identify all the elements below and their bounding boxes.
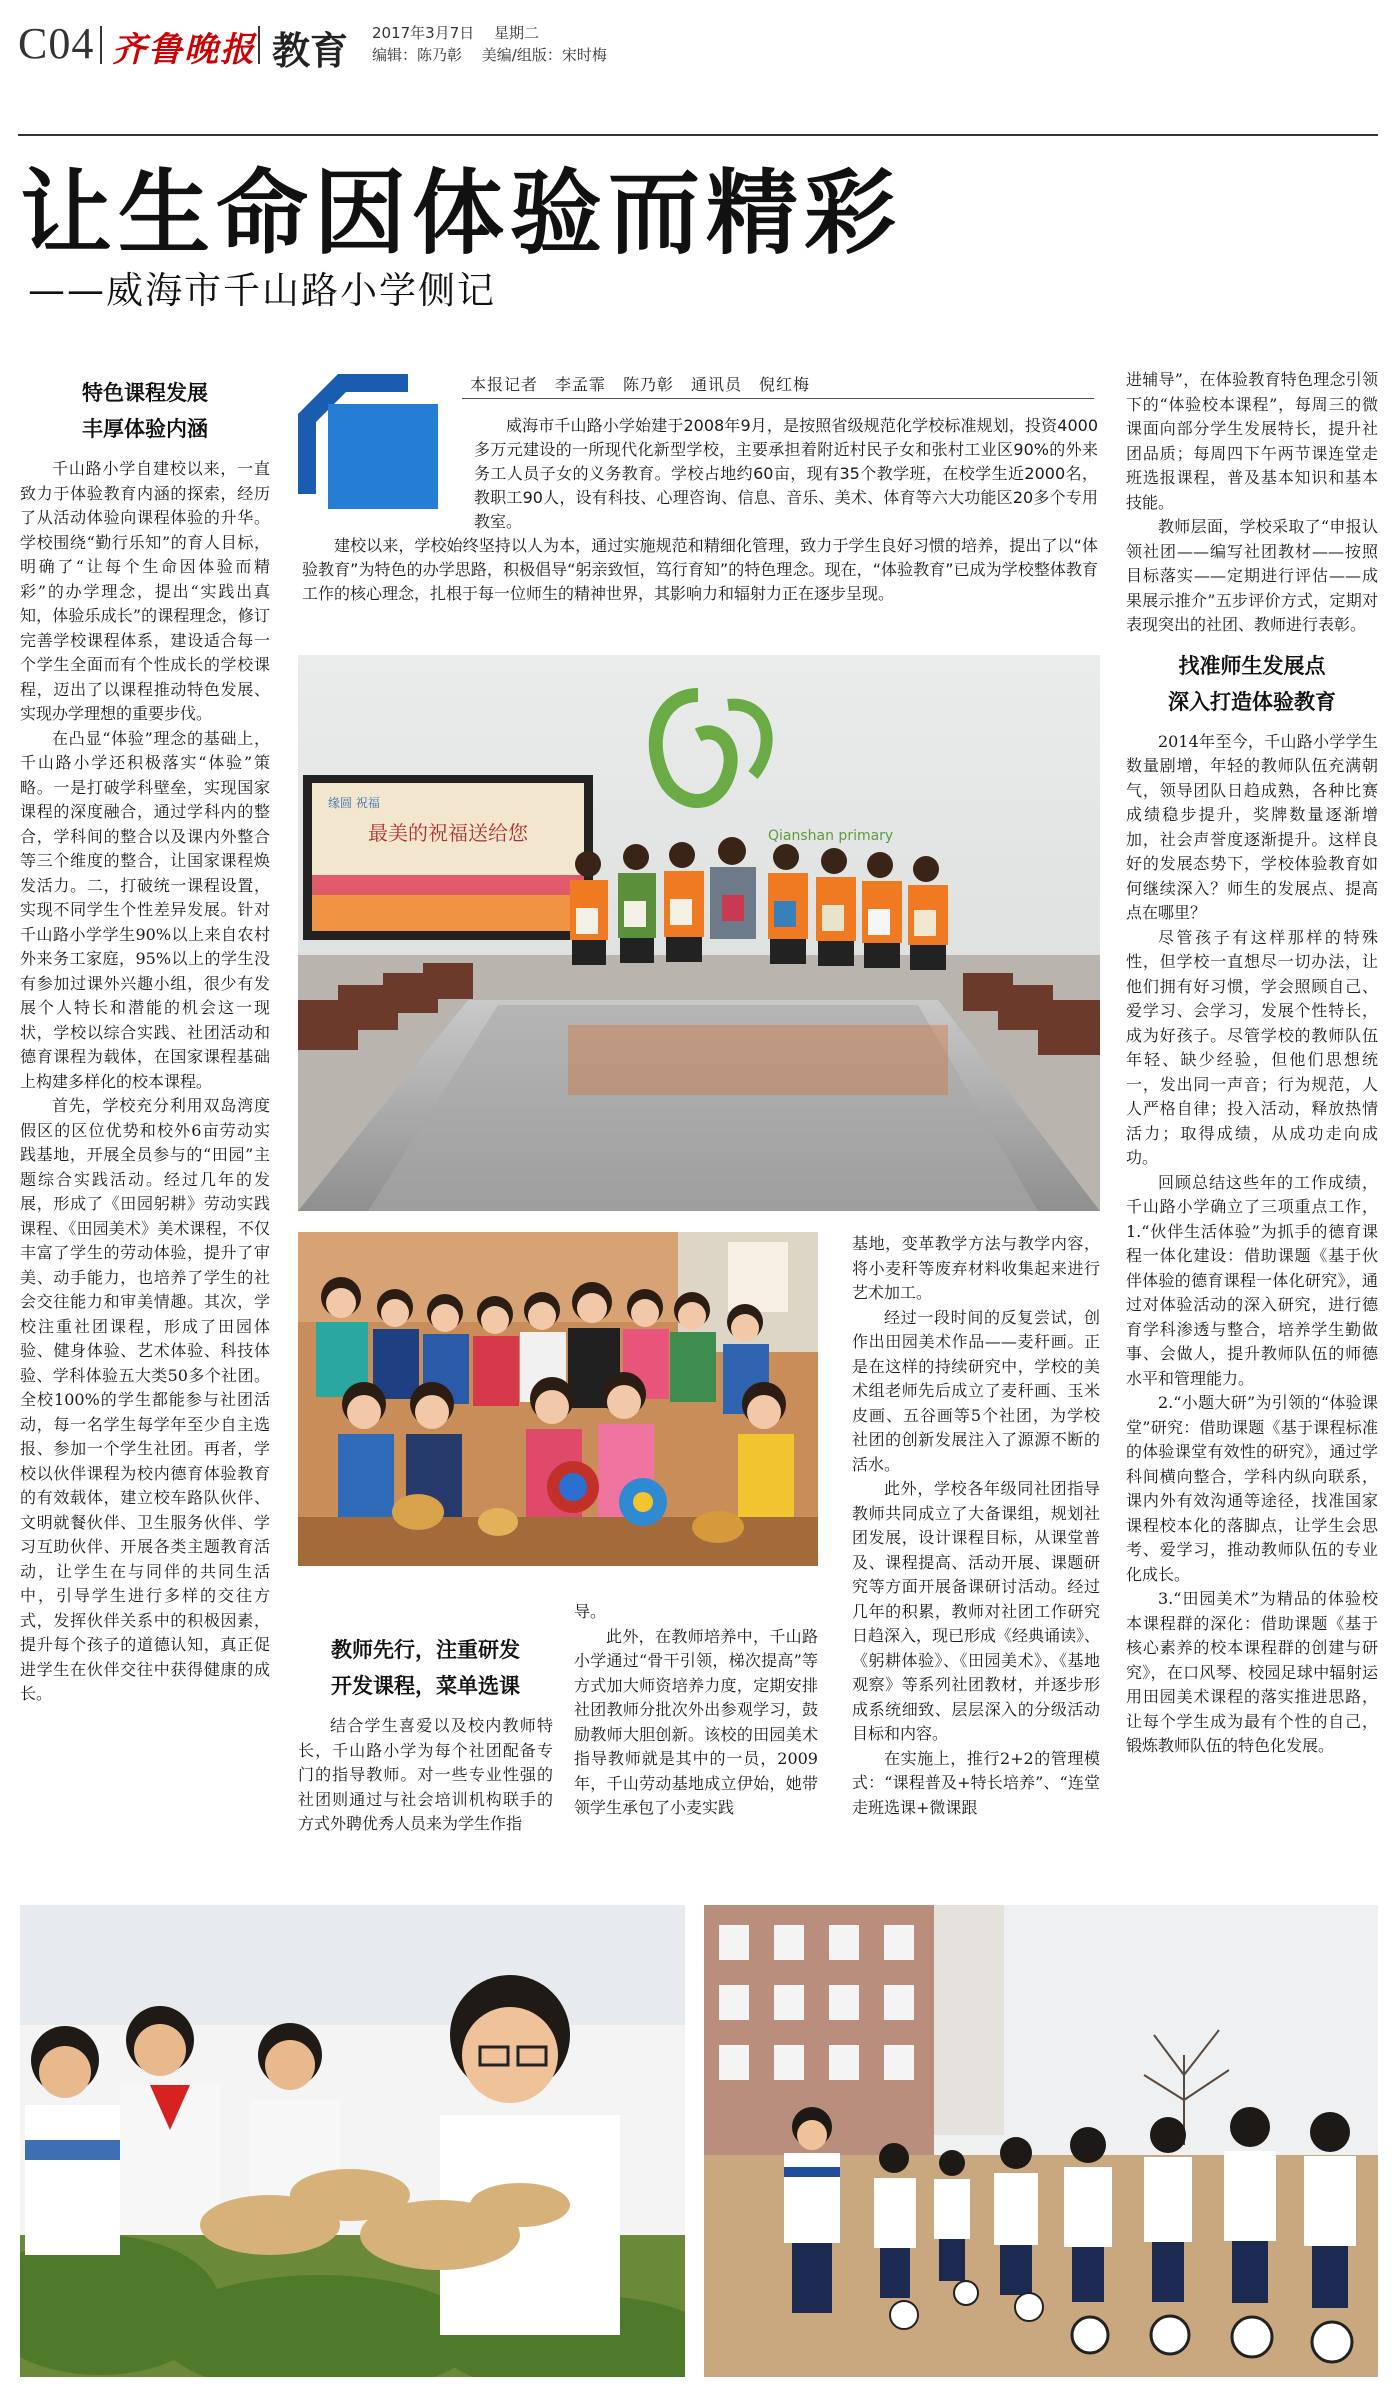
- issue-weekday: 星期二: [494, 24, 540, 42]
- issue-date-line: [372, 22, 539, 43]
- paragraph: 此外，学校各年级同社团指导教师共同成立了大备课组，规划社团发展，设计课程目标，从课堂普及、课程提高、活动开展、课题研究等方面开展备课研讨活动。经过几年的积累，教师对社团工作研究日趋深入，现已形成《经典诵读》、《躬耕体验》、《田园美术》、《基地观察》等系列社团教材，并逐步形成系统细致、层层深入的分级活动目标和内容。: [852, 1479, 1101, 1743]
- paragraph: 进辅导”，在体验教育特色理念引领下的“体验校本课程”，每周三的微课面向部分学生发展特长，提升社团品质；每周四下午两节课连堂走班选报课程，普及基本知识和基本技能。: [1126, 370, 1378, 512]
- paragraph: 在实施上，推行2+2的管理模式：“课程普及+特长培养”、“连堂走班选课+微课跟: [852, 1748, 1100, 1817]
- paragraph: 导。: [574, 1602, 607, 1621]
- paragraph: 回顾总结这些年的工作成绩，千山路小学确立了三项重点工作，1.“伙伴生活体验”为抓手的德育课程一体化建设：借助课题《基于伙伴体验的德育课程一体化研究》，通过对体验活动的深入研究，进行德育学科渗透与整合，培养学生勤做事、会做人，提升教师队伍的师德水平和管理能力。: [1126, 1172, 1378, 1388]
- column-3-lower: [574, 1600, 818, 1821]
- decorative-emblem-icon: [298, 374, 448, 514]
- section-title: 找准师生发展点: [1178, 653, 1326, 678]
- column-text: [1126, 730, 1378, 1759]
- column-2: [298, 1632, 553, 1837]
- lead-text: [302, 414, 1098, 606]
- paragraph: 经过一段时间的反复尝试，创作出田园美术作品——麦秆画。正是在这样的持续研究中，学校的美术组老师先后成立了麦秆画、玉米皮画、五谷画等5个社团，为学校社团的创新发展注入了源源不断的活水。: [852, 1307, 1100, 1474]
- headline: 让生命因体验而精彩: [20, 160, 903, 267]
- editor-line: [372, 44, 607, 65]
- byline-rule: [462, 398, 1094, 399]
- paragraph: 2014年至今，千山路小学学生数量剧增，年轻的教师队伍充满朝气，领导团队日趋成熟，各种比赛成绩稳步提升，奖牌数量逐渐增加，社会声誉度逐渐提升。这样良好的发展态势下，学校体验教育如何继续深入？师生的发展点、提高点在哪里？: [1126, 731, 1378, 922]
- lead-paragraph: 威海市千山路小学始建于2008年9月，是按照省级规范化学校标准规划，投资4000多万元建设的一所现代化新型学校，主要承担着附近村民子女和张村工业区90%的外来务工人员子女的义务教育。学校占地约60亩，现有35个教学班，在校学生近2000名，教职工90人，设有科技、心理咨询、信息、音乐、美术、体育等六大功能区20多个专用教室。: [474, 416, 1098, 531]
- screen-corner-text: 缘圆 祝福: [328, 796, 380, 810]
- issue-date: 2017年3月7日: [372, 24, 475, 42]
- designer: 美编/组版：宋时梅: [481, 46, 607, 64]
- masthead-divider: [258, 26, 260, 64]
- photo-campus-football: [704, 1905, 1378, 2377]
- paragraph: 在凸显“体验”理念的基础上，千山路小学还积极落实“体验”策略。一是打破学科壁垒，实现国家课程的深度融合，通过学科内的整合，学科间的整合以及课内外整合等三个维度的整合，让国家课程焕发活力。二，打破统一课程设置，实现不同学生个性差异发展。针对千山路小学学生90%以上来自农村外来务工家庭，95%以上的学生没有参加过课外兴趣小组，很少有发展个人特长和潜能的机会这一现状，学校以综合实践、社团活动和德育课程为载体，在国家课程基础上构建多样化的校本课程。: [20, 728, 270, 1091]
- column-text: [1126, 368, 1378, 638]
- paragraph: 结合学生喜爱以及校内教师特长，千山路小学为每个社团配备专门的指导教师。对一些专业性强的社团则通过与社会培训机构联手的方式外聘优秀人员来为学生作指: [298, 1716, 553, 1833]
- section-title: 教师先行，注重研发: [331, 1638, 520, 1662]
- paragraph: 3.“田园美术”为精品的体验校本课程群的深化：借助课题《基于核心素养的校本课程群的创建与研究》，在口风琴、校园足球中辐射运用田园美术课程的落实推进思路，让每个学生成为最有个性的自己，锻炼教师队伍的特色化发展。: [1126, 1589, 1378, 1755]
- paragraph: 教师层面，学校采取了“申报认领社团——编写社团教材——按照目标落实——定期进行评估——成果展示推介”五步评价方式，定期对表现突出的社团、教师进行表彰。: [1126, 517, 1378, 634]
- screen-slogan: 最美的祝福送给您: [368, 821, 528, 845]
- section-title: 开发课程，菜单选课: [331, 1674, 520, 1698]
- column-1: [20, 375, 270, 1707]
- section-title: 特色课程发展: [82, 381, 208, 405]
- lead-paragraph: 建校以来，学校始终坚持以人为本，通过实施规范和精细化管理，致力于学生良好习惯的培养，提出了以“体验教育”为特色的办学思路，积极倡导“躬亲致恒，笃行育知”的特色理念。现在，“体验教育”已成为学校整体教育工作的核心理念，扎根于每一位师生的精神世界，其影响力和辐射力正在逐步呈现。: [302, 536, 1098, 603]
- editor: 编辑：陈乃彰: [372, 46, 463, 64]
- page-number: C04: [18, 19, 95, 68]
- column-4: [1126, 368, 1378, 1759]
- masthead-rule: [18, 134, 1378, 136]
- byline: 本报记者 李孟霏 陈乃彰 通讯员 倪红梅: [470, 375, 811, 394]
- subheadline: ——威海市千山路小学侧记: [28, 269, 496, 312]
- paragraph: 千山路小学自建校以来，一直致力于体验教育内涵的探索，经历了从活动体验向课程体验的升华。学校围绕“勤行乐知”的育人目标，明确了“让每个生命因体验而精彩”的办学理念，提出“实践出真知，体验乐成长”的课程理念，修订完善学校课程体系，建设适合每一个学生全面而有个性成长的学校课程，迈出了以课程推动特色发展、实现办学理想的重要步伐。: [20, 459, 270, 723]
- section-title: 深入打造体验教育: [1168, 689, 1336, 714]
- wall-logo-text: Qianshan primary: [768, 828, 894, 844]
- paragraph: 首先，学校充分利用双岛湾度假区的区位优势和校外6亩劳动实践基地，开展全员参与的“田园”主题综合实践活动。经过几年的发展，形成了《田园躬耕》劳动实践课程、《田园美术》美术课程，不仅丰富了学生的劳动体验，提升了审美、动手能力，也培养了学生的社会交往能力和审美情趣。其次，学校注重社团课程，形成了田园体验、健身体验、艺术体验、科技体验、学科体验五大类50多个社团。全校100%的学生都能参与社团活动，每一名学生每学年至少自主选报、参加一个学生社团。再者，学校以伙伴课程为校内德育体验教育的有效载体，建立校车路队伙伴、文明就餐伙伴、卫生服务伙伴、学习互助伙伴、开展各类主题教育活动，让学生在与同伴的共同生活中，引导学生进行多样的交往方式，发挥伙伴关系中的积极因素，提升每个孩子的道德认知，真正促进学生在伙伴交往中获得健康的成长。: [20, 1096, 270, 1703]
- section-title: 丰厚体验内涵: [82, 417, 208, 441]
- column-3b: [852, 1232, 1100, 1820]
- photo-children-art-club: [298, 1232, 818, 1566]
- photo-teachers-meeting-room: [298, 655, 1100, 1211]
- column-text: [298, 1714, 553, 1837]
- column-text: [20, 457, 270, 1707]
- newspaper-logo: 齐鲁晚报: [112, 30, 256, 70]
- paragraph: 尽管孩子有这样那样的特殊性，但学校一直想尽一切办法，让他们拥有好习惯，学会照顾自己、爱学习、会学习，发展个性特长，成为好孩子。尽管学校的教师队伍年轻、缺少经验，但他们思想统一，发出同一声音；行为规范，人人严格自律；投入活动，释放热情活力；取得成绩，从成功走向成功。: [1126, 927, 1378, 1167]
- paragraph: 此外，在教师培养中，千山路小学通过“骨干引领，梯次提高”等方式加大师资培养力度，定期安排社团教师分批次外出参观学习，鼓励教师大胆创新。该校的田园美术指导教师就是其中的一员，2009年，千山劳动基地成立伊始，她带领学生承包了小麦实践: [574, 1626, 818, 1817]
- section-name: 教育: [272, 29, 349, 73]
- photo-peanut-harvest: [20, 1905, 685, 2377]
- paragraph: 基地，变革教学方法与教学内容，将小麦秆等废弃材料收集起来进行艺术加工。: [852, 1234, 1100, 1302]
- masthead-divider: [100, 26, 102, 64]
- paragraph: 2.“小题大研”为引领的“体验课堂”研究：借助课题《基于课程标准的体验课堂有效性的研究》，通过学科间横向整合，学科内纵向联系，课内外有效沟通等途径，找准国家课程校本化的落脚点，让学生会思考、爱学习，推动教师队伍的专业化成长。: [1126, 1393, 1378, 1584]
